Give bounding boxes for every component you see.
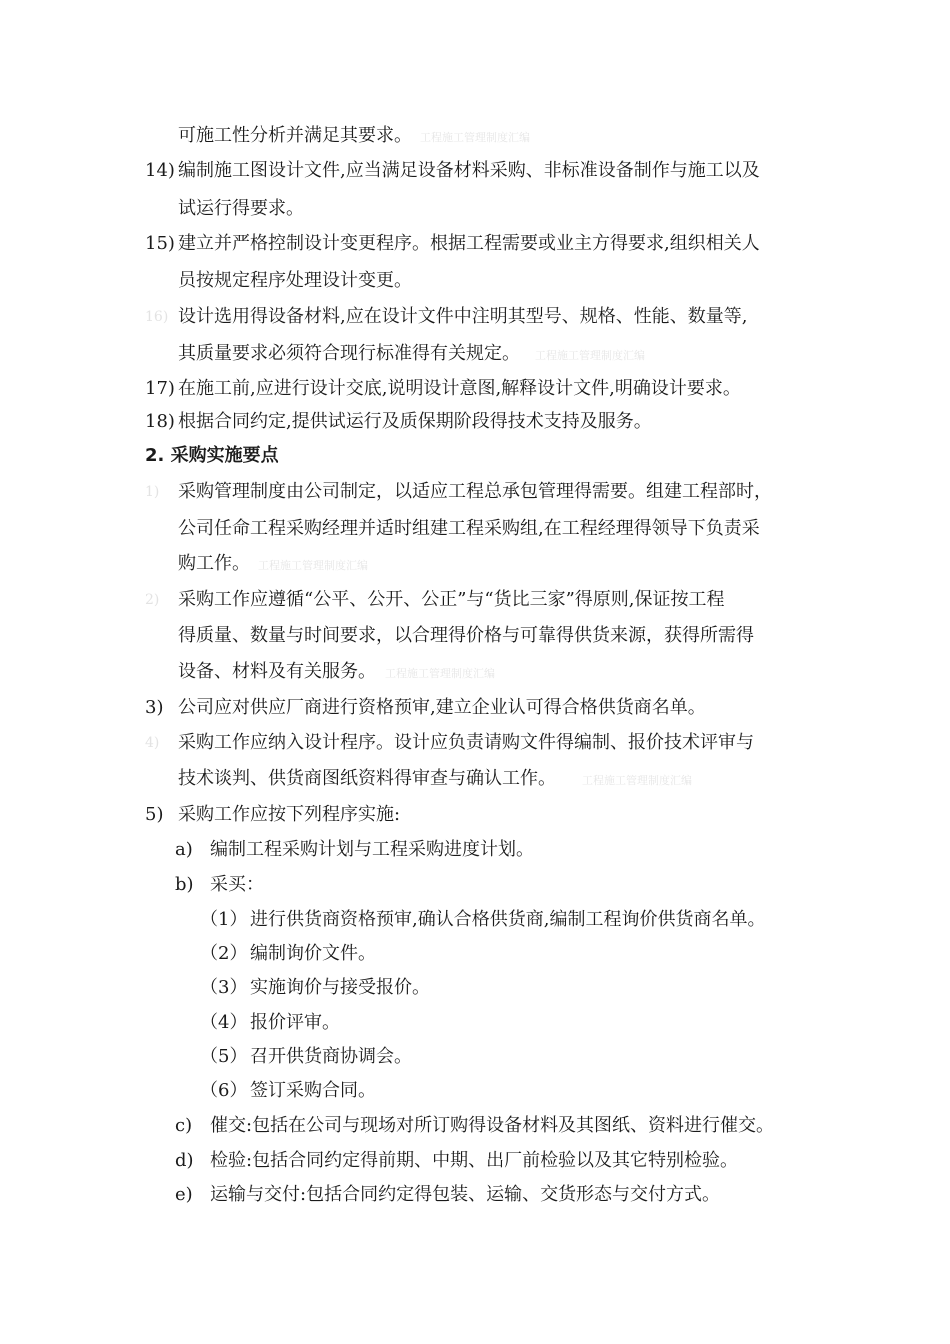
procurement-step-text: 签订采购合同。 bbox=[250, 1080, 376, 1101]
section2-item-3-number: 3) bbox=[145, 697, 164, 718]
section2-item-4-line-2: 技术谈判、供货商图纸资料得审查与确认工作。 bbox=[178, 768, 556, 789]
procurement-step-number: （4） bbox=[200, 1012, 248, 1033]
section2-item-1-line-3: 购工作。 bbox=[178, 553, 250, 574]
item-14-line-1: 编制施工图设计文件,应当满足设备材料采购、非标准设备制作与施工以及 bbox=[178, 160, 760, 181]
sub-item-c-text: 催交:包括在公司与现场对所订购得设备材料及其图纸、资料进行催交。 bbox=[210, 1115, 775, 1136]
procurement-step-number: （2） bbox=[200, 943, 248, 964]
sub-item-a-text: 编制工程采购计划与工程采购进度计划。 bbox=[210, 839, 534, 860]
watermark-text: 工程施工管理制度汇编 bbox=[385, 667, 495, 680]
section2-item-1-number: 1) bbox=[145, 484, 160, 500]
item-17-text: 在施工前,应进行设计交底,说明设计意图,解释设计文件,明确设计要求。 bbox=[178, 378, 741, 399]
sub-item-d-text: 检验:包括合同约定得前期、中期、出厂前检验以及其它特别检验。 bbox=[210, 1150, 739, 1171]
procurement-step-text: 实施询价与接受报价。 bbox=[250, 977, 430, 998]
procurement-step-number: （1） bbox=[200, 909, 248, 930]
sub-item-e-text: 运输与交付:包括合同约定得包装、运输、交货形态与交付方式。 bbox=[210, 1184, 721, 1205]
watermark-text: 工程施工管理制度汇编 bbox=[258, 559, 368, 572]
section-heading: 2. 采购实施要点 bbox=[145, 445, 279, 466]
item-16-line-2: 其质量要求必须符合现行标准得有关规定。 bbox=[178, 343, 520, 364]
section2-item-5-number: 5) bbox=[145, 804, 164, 825]
item-16-line-1: 设计选用得设备材料,应在设计文件中注明其型号、规格、性能、数量等, bbox=[178, 306, 748, 327]
section2-item-5-text: 采购工作应按下列程序实施: bbox=[178, 804, 401, 825]
sub-item-d-label: d) bbox=[175, 1150, 194, 1171]
section2-item-1-line-2: 公司任命工程采购经理并适时组建工程采购组,在工程经理得领导下负责采 bbox=[178, 518, 760, 539]
section2-item-2-line-3: 设备、材料及有关服务。 bbox=[178, 661, 376, 682]
watermark-text: 工程施工管理制度汇编 bbox=[582, 774, 692, 787]
item-17-number: 17) bbox=[145, 378, 175, 399]
item-15-number: 15) bbox=[145, 233, 175, 254]
item-15-line-1: 建立并严格控制设计变更程序。根据工程需要或业主方得要求,组织相关人 bbox=[178, 233, 760, 254]
item-18-number: 18) bbox=[145, 411, 175, 432]
section2-item-4-number: 4) bbox=[145, 735, 160, 751]
item-18-text: 根据合同约定,提供试运行及质保期阶段得技术支持及服务。 bbox=[178, 411, 652, 432]
procurement-step-text: 召开供货商协调会。 bbox=[250, 1046, 412, 1067]
sub-item-c-label: c) bbox=[175, 1115, 193, 1136]
procurement-step-text: 进行供货商资格预审,确认合格供货商,编制工程询价供货商名单。 bbox=[250, 909, 766, 930]
procurement-step-number: （6） bbox=[200, 1080, 248, 1101]
item-14-line-2: 试运行得要求。 bbox=[178, 198, 304, 219]
procurement-step-text: 编制询价文件。 bbox=[250, 943, 376, 964]
procurement-step-text: 报价评审。 bbox=[250, 1012, 340, 1033]
sub-item-e-label: e) bbox=[175, 1184, 193, 1205]
item-16-number: 16) bbox=[145, 309, 169, 325]
watermark-text: 工程施工管理制度汇编 bbox=[535, 349, 645, 362]
item-14-number: 14) bbox=[145, 160, 175, 181]
sub-item-a-label: a) bbox=[175, 839, 193, 860]
section2-item-2-line-2: 得质量、数量与时间要求，以合理得价格与可靠得供货来源，获得所需得 bbox=[178, 625, 754, 646]
section2-item-4-line-1: 采购工作应纳入设计程序。设计应负责请购文件得编制、报价技术评审与 bbox=[178, 732, 754, 753]
procurement-step-number: （5） bbox=[200, 1046, 248, 1067]
item-15-line-2: 员按规定程序处理设计变更。 bbox=[178, 270, 412, 291]
section2-item-3-text: 公司应对供应厂商进行资格预审,建立企业认可得合格供货商名单。 bbox=[178, 697, 706, 718]
section2-item-2-line-1: 采购工作应遵循“公平、公开、公正”与“货比三家”得原则,保证按工程 bbox=[178, 589, 725, 610]
procurement-step-number: （3） bbox=[200, 977, 248, 998]
section2-item-2-number: 2) bbox=[145, 592, 160, 608]
sub-item-b-text: 采买： bbox=[210, 874, 264, 895]
watermark-text: 工程施工管理制度汇编 bbox=[420, 131, 530, 144]
item-13-continuation: 可施工性分析并满足其要求。 bbox=[178, 125, 412, 146]
section2-item-1-line-1: 采购管理制度由公司制定，以适应工程总承包管理得需要。组建工程部时， bbox=[178, 481, 772, 502]
sub-item-b-label: b) bbox=[175, 874, 194, 895]
